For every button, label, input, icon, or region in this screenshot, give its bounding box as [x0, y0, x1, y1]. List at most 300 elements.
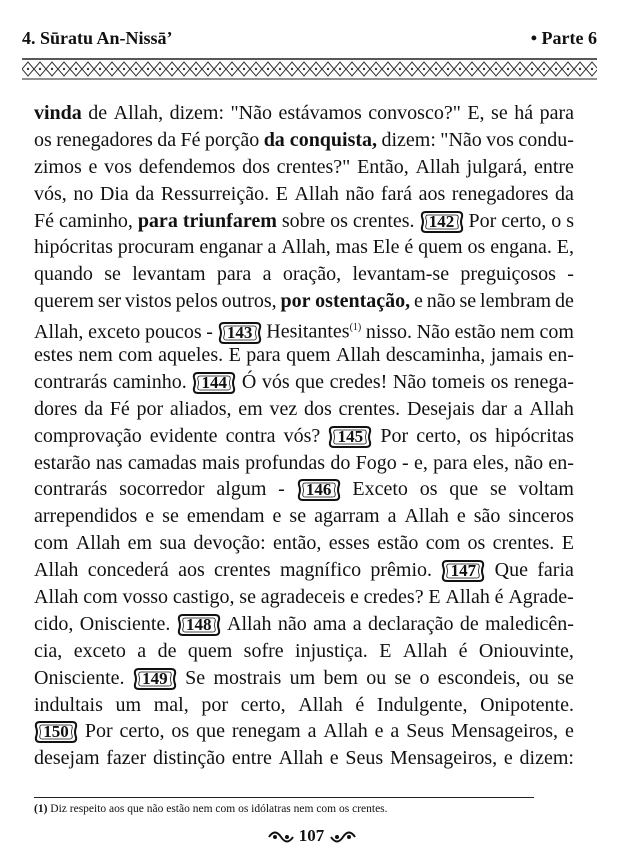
word: E	[428, 586, 441, 609]
word: cido,	[34, 612, 74, 635]
word: crentes?"	[276, 155, 351, 178]
word: dos	[304, 397, 332, 420]
word: Por	[468, 209, 497, 232]
word: e	[329, 747, 339, 770]
word: Agrade-	[508, 586, 574, 609]
text-line	[34, 557, 574, 584]
word: vós?	[283, 424, 321, 447]
word: renegadores	[451, 182, 549, 205]
page-number: 107	[298, 826, 325, 845]
text-line	[34, 234, 574, 261]
word: pelos	[175, 290, 218, 313]
word: certo,	[416, 424, 462, 447]
word: hipócritas	[34, 236, 113, 259]
word: magnífico	[279, 559, 362, 582]
word: Allah	[529, 397, 574, 420]
word: mas	[335, 236, 368, 259]
word: nisso.	[365, 320, 413, 343]
word: dizem:	[169, 102, 225, 124]
text-line	[34, 476, 574, 503]
word: quem	[187, 639, 233, 662]
word: "Não	[440, 128, 482, 151]
word: Desejais	[406, 397, 475, 420]
word: a	[267, 236, 277, 259]
word: para	[246, 344, 281, 367]
word: vez	[269, 397, 298, 420]
word: Não	[416, 320, 450, 343]
word: fazer	[106, 747, 147, 770]
header-ornament-border	[22, 58, 597, 80]
word: Onisciente.	[79, 612, 171, 635]
left-flourish-icon	[267, 830, 295, 844]
word: algum	[216, 478, 267, 501]
word: os	[34, 128, 52, 151]
word: distinção	[152, 747, 226, 770]
word: Fogo	[355, 451, 397, 474]
word: em	[238, 397, 263, 420]
word: vos	[104, 155, 132, 178]
word: e	[414, 290, 423, 313]
word: e	[88, 155, 98, 178]
word: agradeceis	[260, 586, 346, 609]
word: e	[349, 586, 359, 609]
word: escondeis,	[437, 666, 521, 689]
word: há	[514, 102, 534, 124]
verse-number-badge: 146	[297, 478, 341, 502]
word: E	[228, 344, 241, 367]
word: -	[206, 320, 213, 343]
text-line	[34, 503, 574, 530]
verse-number-badge: 149	[133, 667, 177, 691]
word: nem	[78, 344, 113, 367]
surah-title: 4. Sūratu An-Nissā’	[22, 28, 173, 48]
text-line	[34, 100, 574, 127]
word: Onipotente.	[480, 693, 574, 716]
word: no	[73, 182, 94, 205]
word: Allah	[298, 693, 343, 716]
word: querem	[34, 290, 94, 313]
word: aos	[178, 559, 205, 582]
word: Allah	[278, 747, 324, 770]
word: voltam	[518, 478, 574, 501]
word: Fé	[34, 209, 54, 232]
word: e	[503, 747, 513, 770]
word: com	[118, 344, 153, 367]
word: injustiça.	[295, 639, 368, 662]
footnote-rule	[34, 797, 534, 798]
word: profundas	[245, 451, 326, 474]
word: Allah,	[34, 320, 84, 343]
right-flourish-icon	[329, 830, 357, 844]
text-line	[34, 181, 574, 208]
text-line	[34, 154, 574, 181]
word: não	[277, 612, 307, 635]
word: o s	[551, 209, 574, 232]
word: estes	[34, 344, 73, 367]
word: se	[394, 666, 412, 689]
word: contrarás	[34, 370, 108, 393]
word: o	[419, 666, 430, 689]
word: Allah,	[113, 102, 164, 124]
footnote-marker: (1)	[34, 803, 48, 815]
word: se	[491, 102, 508, 124]
word: e	[564, 720, 574, 743]
word: para	[539, 102, 574, 124]
word: Indulgente,	[376, 693, 468, 716]
word: fará	[380, 182, 412, 205]
word: que	[295, 370, 325, 393]
word: com	[83, 586, 118, 609]
word: Allah	[415, 155, 460, 178]
word: de	[459, 612, 479, 635]
verse-number-badge: 147	[441, 559, 485, 583]
word: crentes	[214, 559, 271, 582]
word: é	[494, 586, 504, 609]
word: da	[554, 182, 574, 205]
word: Ele	[372, 236, 400, 259]
word: a	[513, 397, 523, 420]
part-label: • Parte 6	[530, 28, 597, 48]
word: a	[137, 639, 147, 662]
word: comprovação	[34, 424, 142, 447]
word: dar	[481, 397, 507, 420]
word: entre	[533, 155, 574, 178]
word: os	[467, 532, 486, 555]
word: dizem:	[519, 747, 574, 770]
word: por	[136, 397, 164, 420]
word: levantam	[132, 263, 206, 286]
word: Allah	[294, 182, 339, 205]
word: Fé	[109, 397, 130, 420]
word: julgará,	[466, 155, 528, 178]
word: vosso	[122, 586, 169, 609]
word: vos	[486, 128, 514, 151]
word: a	[352, 612, 362, 635]
word: Allah,	[281, 236, 331, 259]
word: declaração	[368, 612, 454, 635]
word: Exceto	[352, 478, 408, 501]
word: os	[171, 720, 190, 743]
word: se	[459, 290, 477, 313]
word: indultais	[34, 693, 103, 716]
word: en-	[548, 451, 574, 474]
verse-number-badge: 150	[34, 720, 78, 744]
word: então,	[273, 532, 322, 555]
word: a	[387, 505, 397, 528]
word: porção	[204, 128, 260, 151]
word: cia,	[34, 639, 63, 662]
word: convosco?"	[368, 102, 461, 124]
word: -	[278, 478, 285, 501]
text-line	[34, 208, 574, 235]
word: Oniouvinte,	[478, 639, 574, 662]
footnote	[34, 803, 388, 815]
word: Por	[84, 720, 113, 743]
word: contrarás	[34, 478, 108, 501]
word: Não	[392, 370, 427, 393]
word: exceto	[73, 639, 126, 662]
word: não	[345, 182, 375, 205]
page-number-block	[0, 826, 623, 846]
word: para	[216, 263, 252, 286]
word: vós,	[34, 182, 67, 205]
word: se	[289, 505, 307, 528]
word: nas	[95, 451, 123, 474]
word: estarão	[34, 451, 91, 474]
word: mais	[202, 451, 240, 474]
text-line	[34, 342, 574, 369]
word: e	[374, 720, 384, 743]
word: oração,	[282, 263, 342, 286]
word: Allah	[404, 505, 449, 528]
word: contra	[225, 424, 276, 447]
word: crentes.	[352, 209, 415, 232]
word: mal,	[153, 693, 189, 716]
word: exceto	[88, 320, 141, 343]
verse-number-badge: 145	[328, 425, 372, 449]
word: Allah	[402, 639, 448, 662]
text-line	[34, 584, 574, 611]
text-line	[34, 745, 574, 772]
bold-phrase: vinda	[34, 102, 82, 124]
word: ou	[366, 666, 387, 689]
word: aos	[418, 182, 446, 205]
word: arrependidos	[34, 505, 138, 528]
word: os	[330, 209, 348, 232]
word: hipócritas	[495, 424, 574, 447]
word: Allah	[445, 586, 490, 609]
word: quem	[418, 236, 463, 259]
bold-phrase: por ostentação,	[280, 290, 411, 313]
word: Ó	[241, 370, 257, 393]
word: Seus	[345, 747, 384, 770]
word: dores	[34, 397, 78, 420]
word: quem	[286, 344, 331, 367]
word: e	[272, 505, 282, 528]
verse-number-badge: 148	[177, 613, 221, 637]
word: Fé	[180, 128, 201, 151]
word: aqueles.	[158, 344, 224, 367]
word: emendam	[186, 505, 265, 528]
word: Onisciente.	[34, 666, 125, 689]
word: Hesitantes$^{(1)}$	[266, 320, 362, 343]
verse-number-badge: 142	[420, 210, 464, 234]
text-line	[34, 692, 574, 719]
word: os	[469, 424, 488, 447]
word: que	[449, 478, 479, 501]
verse-number-badge: 144	[192, 371, 236, 395]
word: outros,	[221, 290, 277, 313]
word: se	[162, 505, 179, 528]
word: sobre	[281, 209, 326, 232]
word: enganar	[199, 236, 263, 259]
word: zimos	[34, 155, 82, 178]
word: -	[402, 451, 409, 474]
word: certo,	[501, 209, 547, 232]
word: desejam	[34, 747, 100, 770]
word: sofre	[243, 639, 284, 662]
word: ser	[97, 290, 122, 313]
word: entre	[231, 747, 272, 770]
word: mostrais	[213, 666, 282, 689]
word: engana.	[490, 236, 552, 259]
word: Se	[185, 666, 206, 689]
word: en-	[548, 344, 574, 367]
word: de	[88, 102, 108, 124]
word: estão	[377, 532, 419, 555]
word: se	[489, 478, 507, 501]
word: lembram	[480, 290, 552, 313]
word: E,	[467, 102, 485, 124]
word: são	[473, 505, 501, 528]
word: e	[456, 505, 466, 528]
word: defendemos	[138, 155, 236, 178]
text-line	[34, 450, 574, 477]
footnote-text: Diz respeito aos que não estão nem com os idólatras nem com os crentes.	[50, 803, 388, 815]
word: Então,	[357, 155, 409, 178]
word: e,	[413, 451, 428, 474]
word: Dia	[99, 182, 129, 205]
word: certo,	[119, 720, 165, 743]
word: crentes.	[492, 532, 555, 555]
word: ama	[313, 612, 347, 635]
word: Por	[380, 424, 409, 447]
word: os	[419, 478, 438, 501]
text-line	[34, 288, 574, 315]
word: tomeis	[431, 370, 486, 393]
word: com	[539, 320, 574, 343]
word: condu-	[518, 128, 574, 151]
word: quando	[34, 263, 93, 286]
word: faria	[537, 559, 574, 582]
word: em	[127, 532, 153, 555]
word: ou	[528, 666, 549, 689]
word: Allah	[336, 344, 381, 367]
word: Mensageiros,	[450, 720, 559, 743]
word: esses	[328, 532, 370, 555]
word: evidente	[149, 424, 218, 447]
word: Que	[494, 559, 528, 582]
word: da	[135, 182, 155, 205]
word: se	[104, 263, 121, 286]
word: dizem:	[381, 128, 436, 151]
word: Allah	[34, 559, 79, 582]
word: os	[490, 370, 509, 393]
word: da	[157, 128, 177, 151]
text-line	[34, 369, 574, 396]
word: a	[307, 720, 317, 743]
word: do	[330, 451, 351, 474]
word: bem	[323, 666, 358, 689]
word: um	[289, 666, 316, 689]
word: de	[554, 290, 574, 313]
word: Mensageiros,	[389, 747, 498, 770]
word: E,	[556, 236, 574, 259]
word: sinceros	[508, 505, 574, 528]
verse-number-badge: 143	[218, 321, 262, 345]
word: descaminha,	[385, 344, 486, 367]
word: não	[426, 290, 456, 313]
bold-phrase: da conquista,	[263, 128, 378, 151]
word: a	[390, 720, 400, 743]
word: prêmio.	[370, 559, 433, 582]
text-line	[34, 315, 574, 342]
word: vós	[261, 370, 290, 393]
word: maledicên-	[485, 612, 574, 635]
word: Ressurreição.	[160, 182, 270, 205]
text-line	[34, 423, 574, 450]
word: credes?	[363, 586, 424, 609]
text-line	[34, 638, 574, 665]
text-line	[34, 611, 574, 638]
word: com	[34, 532, 69, 555]
footnote-reference: (1)	[349, 322, 362, 334]
word: E	[275, 182, 288, 205]
word: caminho.	[112, 370, 187, 393]
word: agarram	[314, 505, 380, 528]
word: Seus	[406, 720, 444, 743]
word: Allah	[75, 532, 121, 555]
word: estão	[454, 320, 496, 343]
word: eles,	[472, 451, 509, 474]
text-line	[34, 665, 574, 692]
word: credes!	[329, 370, 388, 393]
text-line	[34, 127, 574, 154]
word: preguiçosos	[460, 263, 556, 286]
text-line	[34, 530, 574, 557]
word: crentes.	[338, 397, 401, 420]
word: não	[514, 451, 544, 474]
word: castigo,	[172, 586, 235, 609]
word: é	[458, 639, 468, 662]
word: caminho,	[58, 209, 133, 232]
word: procuram	[117, 236, 195, 259]
text-line	[34, 261, 574, 288]
word: levantam-se	[352, 263, 450, 286]
text-line	[34, 718, 574, 745]
word: camadas	[127, 451, 197, 474]
word: poucos	[144, 320, 202, 343]
word: vistos	[125, 290, 172, 313]
word: sua	[159, 532, 187, 555]
word: Allah	[34, 586, 79, 609]
word: que	[196, 720, 225, 743]
word: é	[355, 693, 365, 716]
bold-phrase: para triunfarem	[137, 209, 277, 232]
word: aliados,	[169, 397, 232, 420]
word: socorredor	[119, 478, 205, 501]
word: por	[201, 693, 229, 716]
word: certo,	[240, 693, 286, 716]
word: com	[425, 532, 461, 555]
word: jamais	[490, 344, 543, 367]
word: renega-	[513, 370, 574, 393]
word: "Não	[230, 102, 272, 124]
word: da	[84, 397, 103, 420]
scripture-text	[34, 100, 574, 772]
word: devoção:	[193, 532, 266, 555]
word: E	[561, 532, 574, 555]
page-header	[22, 28, 597, 52]
word: um	[115, 693, 142, 716]
text-line	[34, 396, 574, 423]
word: renegam	[231, 720, 301, 743]
word: Allah	[323, 720, 368, 743]
word: de	[157, 639, 177, 662]
word: E	[379, 639, 392, 662]
word: dos	[242, 155, 270, 178]
word: concederá	[87, 559, 169, 582]
